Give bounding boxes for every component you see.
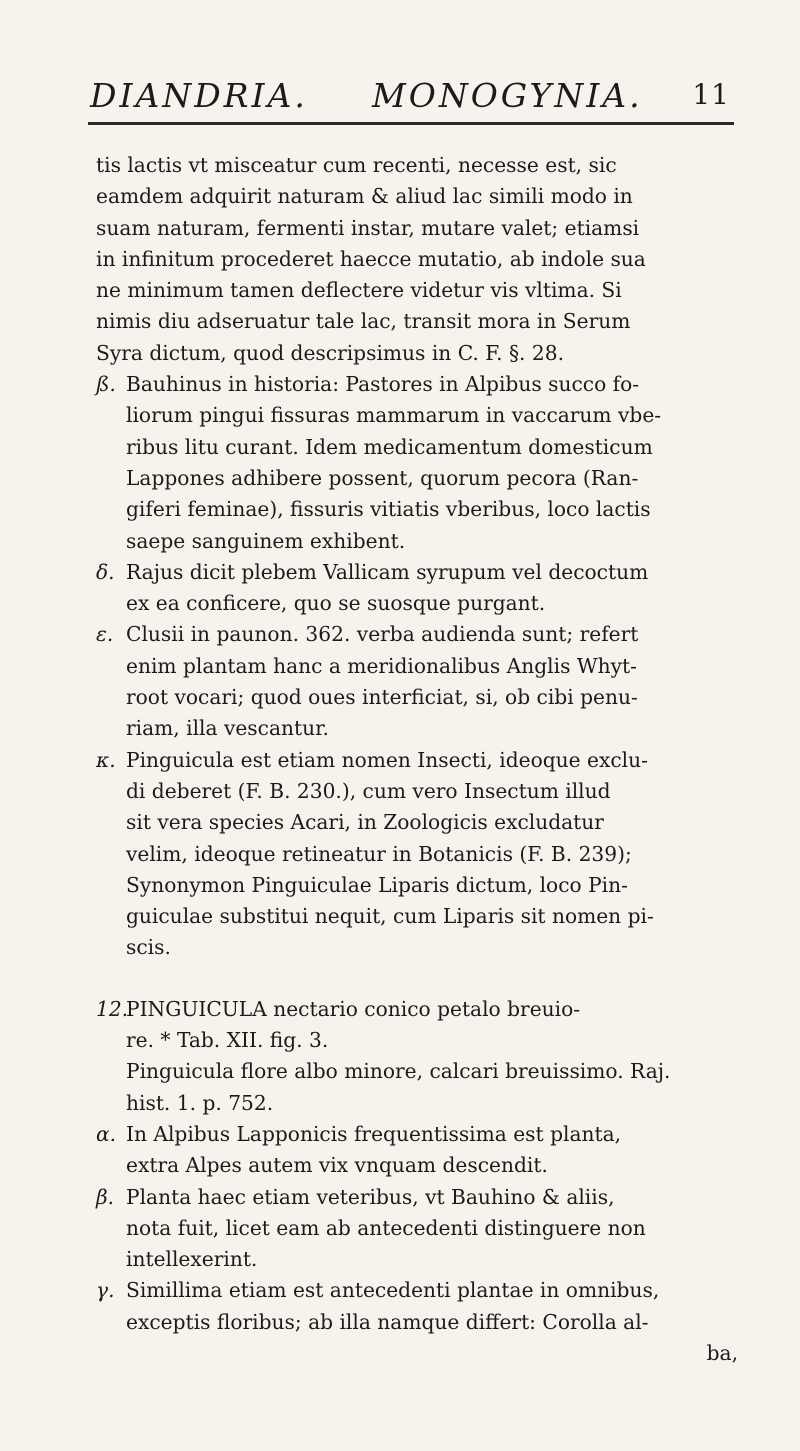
text-line (96, 776, 738, 807)
paragraph-marker: ß. (96, 372, 116, 397)
line-text: In Alpibus Lapponicis frequentissima est planta, (126, 1121, 622, 1146)
text-line (96, 244, 738, 275)
line-text: saepe sanguinem exhibent. (126, 528, 406, 553)
text-line (96, 432, 738, 463)
line-text: di deberet (F. B. 230.), cum vero Insectum illud (126, 778, 611, 803)
line-text: exceptis floribus; ab illa namque differt: Corolla al- (126, 1309, 649, 1334)
line-text: intellexerint. (126, 1247, 258, 1272)
line-text: sit vera species Acari, in Zoologicis excludatur (126, 810, 604, 835)
line-text: liorum pingui fissuras mammarum in vaccarum vbe- (126, 403, 662, 428)
line-text: Pinguicula est etiam nomen Insecti, ideoque exclu- (126, 747, 648, 772)
text-line (96, 1119, 738, 1150)
body-text (96, 150, 738, 1369)
line-text: giferi feminae), fissuris vitiatis vberibus, loco lactis (126, 497, 651, 522)
text-line (96, 839, 738, 870)
page-number: 11 (692, 78, 730, 111)
line-text: hist. 1. p. 752. (126, 1090, 274, 1115)
line-text: eamdem adquirit naturam & aliud lac simili modo in (96, 184, 633, 209)
text-line (96, 1088, 738, 1119)
header-order: MONOGYNIA. (372, 76, 643, 115)
line-text: guiculae substitui nequit, cum Liparis sit nomen pi- (126, 904, 654, 929)
text-line (96, 901, 738, 932)
paragraph-marker: δ. (96, 559, 115, 584)
text-line (96, 1275, 738, 1306)
line-text: nota fuit, licet eam ab antecedenti distinguere non (126, 1215, 646, 1240)
line-text: Syra dictum, quod descripsimus in C. F. §. 28. (96, 340, 564, 365)
text-line (96, 1025, 738, 1056)
text-line (96, 870, 738, 901)
text-line (96, 338, 738, 369)
text-line (96, 807, 738, 838)
text-line (96, 400, 738, 431)
line-text: scis. (126, 935, 171, 960)
text-line (96, 651, 738, 682)
text-line (96, 150, 738, 181)
line-text: Bauhinus in historia: Pastores in Alpibus succo fo- (126, 372, 640, 397)
text-line (96, 1213, 738, 1244)
text-line (96, 557, 738, 588)
line-text: in infinitum procederet haecce mutatio, ab indole sua (96, 246, 646, 271)
running-header (90, 66, 730, 122)
text-line (96, 275, 738, 306)
text-line (96, 181, 738, 212)
text-line (96, 1056, 738, 1087)
text-line (96, 682, 738, 713)
text-line (96, 1307, 738, 1338)
text-line (96, 306, 738, 337)
text-line (96, 619, 738, 650)
line-text: Lappones adhibere possent, quorum pecora (Ran- (126, 465, 639, 490)
line-text: root vocari; quod oues interficiat, si, ob cibi penu- (126, 685, 638, 710)
paragraph-marker: 12. (96, 996, 129, 1021)
text-line (96, 1244, 738, 1275)
text-line (96, 1150, 738, 1181)
header-rule (88, 122, 734, 125)
text-line (96, 745, 738, 776)
line-text: PINGUICULA nectario conico petalo breuio- (126, 996, 581, 1021)
line-text: enim plantam hanc a meridionalibus Anglis Whyt- (126, 653, 637, 678)
line-text: tis lactis vt misceatur cum recenti, necesse est, sic (96, 153, 617, 177)
text-line (96, 463, 738, 494)
text-line (96, 932, 738, 963)
line-text: riam, illa vescantur. (126, 716, 329, 741)
paragraph-marker: ε. (96, 622, 114, 647)
paragraph-marker: α. (96, 1121, 117, 1146)
line-text: Rajus dicit plebem Vallicam syrupum vel decoctum (126, 559, 649, 584)
line-text: Simillima etiam est antecedenti plantae in omnibus, (126, 1278, 660, 1303)
text-line (96, 1338, 738, 1369)
line-text: ribus litu curant. Idem medicamentum domesticum (126, 434, 653, 459)
text-line (96, 1182, 738, 1213)
line-text: ba, (706, 1340, 738, 1365)
line-text: re. * Tab. XII. fig. 3. (126, 1028, 329, 1053)
line-text: velim, ideoque retineatur in Botanicis (F. B. 239); (126, 841, 632, 866)
line-text: nimis diu adseruatur tale lac, transit mora in Serum (96, 309, 631, 334)
paragraph-marker: γ. (96, 1278, 115, 1303)
line-text: ne minimum tamen deflectere videtur vis vltima. Si (96, 278, 622, 303)
text-line (96, 369, 738, 400)
paragraph-marker: κ. (96, 747, 116, 772)
line-text: ex ea conficere, quo se suosque purgant. (126, 591, 546, 616)
line-text: Planta haec etiam veteribus, vt Bauhino & aliis, (126, 1184, 615, 1209)
header-class: DIANDRIA. (90, 76, 308, 115)
line-text: Synonymon Pinguiculae Liparis dictum, loco Pin- (126, 872, 628, 897)
text-line (96, 994, 738, 1025)
line-text: Clusii in paunon. 362. verba audienda sunt; refert (126, 622, 639, 647)
paragraph-marker: β. (96, 1184, 115, 1209)
line-text: extra Alpes autem vix vnquam descendit. (126, 1153, 548, 1178)
line-text: Pinguicula flore albo minore, calcari breuissimo. Raj. (126, 1059, 671, 1084)
text-line (96, 526, 738, 557)
text-line (96, 713, 738, 744)
text-line (96, 588, 738, 619)
text-line (96, 213, 738, 244)
text-line (96, 494, 738, 525)
paragraph-gap (96, 964, 738, 994)
line-text: suam naturam, fermenti instar, mutare valet; etiamsi (96, 215, 640, 240)
